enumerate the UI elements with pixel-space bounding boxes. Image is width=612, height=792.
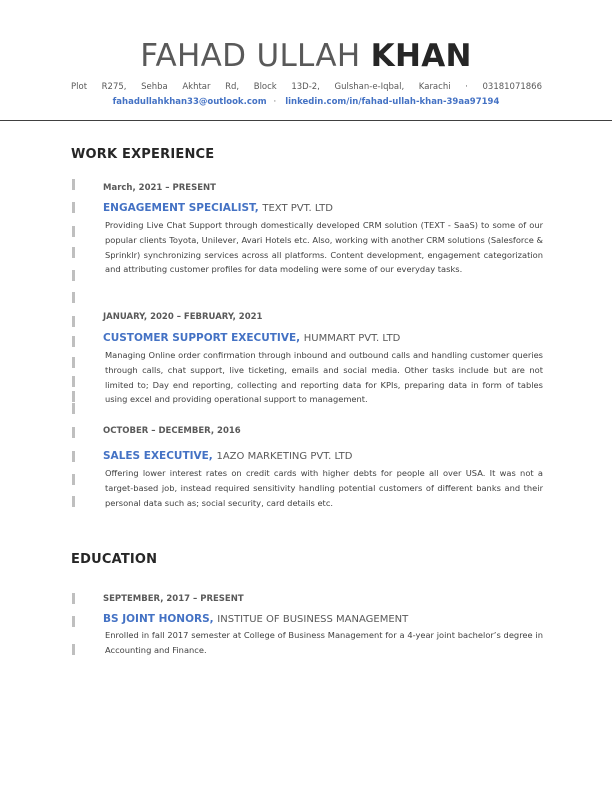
timeline-bar <box>72 316 75 327</box>
timeline-bar <box>72 357 75 368</box>
timeline-bar <box>72 376 75 387</box>
first-name: FAHAD ULLAH <box>140 38 361 74</box>
education-degree: BS JOINT HONORS, <box>103 613 214 625</box>
job-title <box>103 202 333 214</box>
timeline-bar <box>72 496 75 507</box>
job-description: Offering lower interest rates on credit cards with higher debts for people all over USA. It was not a target-based job, instead required sensitivity handling potential customers of different banks and their personal data such as; social security, card details etc. <box>105 468 543 508</box>
timeline-bar <box>72 336 75 347</box>
timeline-bar <box>72 226 75 237</box>
job-title <box>103 332 400 344</box>
education-institute: INSTITUE OF BUSINESS MANAGEMENT <box>217 614 409 625</box>
linkedin-link[interactable]: linkedin.com/in/fahad-ullah-khan-39aa97194 <box>285 97 500 107</box>
timeline-bar <box>72 593 75 604</box>
last-name: KHAN <box>370 38 472 74</box>
timeline-bar <box>72 616 75 627</box>
job-company: TEXT PVT. LTD <box>262 203 333 214</box>
job-dates: March, 2021 – PRESENT <box>103 183 216 193</box>
job-role: ENGAGEMENT SPECIALIST, <box>103 202 259 214</box>
education-description: Enrolled in fall 2017 semester at College of Business Management for a 4-year joint bachelor’s degree in Accounting and Finance. <box>105 630 543 655</box>
work-experience-heading: WORK EXPERIENCE <box>71 147 215 162</box>
job-title <box>103 450 352 462</box>
job-role: SALES EXECUTIVE, <box>103 450 213 462</box>
contact-separator: · <box>273 97 277 107</box>
education-heading: EDUCATION <box>71 552 158 567</box>
candidate-name <box>0 38 612 74</box>
job-role: CUSTOMER SUPPORT EXECUTIVE, <box>103 332 301 344</box>
job-dates: OCTOBER – DECEMBER, 2016 <box>103 426 241 436</box>
address-line: Plot R275, Sehba Akhtar Rd, Block 13D-2, Gulshan-e-Iqbal, Karachi · 03181071866 <box>71 82 542 92</box>
timeline-bar <box>72 474 75 485</box>
job-description: Managing Online order confirmation through inbound and outbound calls and handling customer queries through calls, chat support, live ticketing, emails and social media. Other tasks include but are not limited to; Day end reporting, collecting and reporting data for KPIs, preparing data in form of tables using excel and providing operational support to management. <box>105 350 543 405</box>
job-dates: JANUARY, 2020 – FEBRUARY, 2021 <box>103 312 263 322</box>
contact-links <box>0 97 612 107</box>
timeline-bar <box>72 427 75 438</box>
timeline-bar <box>72 202 75 213</box>
education-title <box>103 613 408 625</box>
timeline-bar <box>72 644 75 655</box>
job-description: Providing Live Chat Support through domestically developed CRM solution (TEXT - SaaS) to some of our popular clients Toyota, Unilever, Avari Hotels etc. Also, working with another CRM solutions (Salesforce & Sprinklr) synchronizing services across all platforms. Content development, engagement categorization and attributing customer profiles for data modeling were some of our everyday tasks. <box>105 220 543 275</box>
header-divider <box>0 120 612 121</box>
job-company: 1AZO MARKETING PVT. LTD <box>216 451 353 462</box>
timeline-bar <box>72 391 75 402</box>
email-link[interactable]: fahadullahkhan33@outlook.com <box>112 97 267 107</box>
education-dates: SEPTEMBER, 2017 – PRESENT <box>103 594 244 604</box>
timeline-bar <box>72 451 75 462</box>
timeline-bar <box>72 247 75 258</box>
job-company: HUMMART PVT. LTD <box>303 333 401 344</box>
timeline-bar <box>72 292 75 303</box>
timeline-bar <box>72 403 75 414</box>
timeline-bar <box>72 270 75 281</box>
timeline-bar <box>72 179 75 190</box>
